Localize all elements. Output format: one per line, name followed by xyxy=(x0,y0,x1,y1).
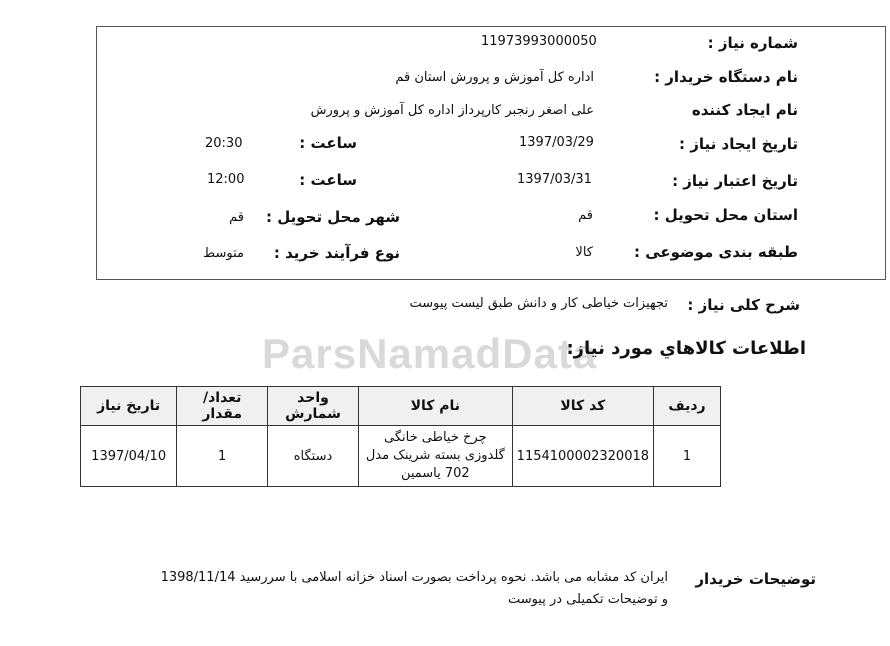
col-header-row-number: ردیف xyxy=(654,387,721,426)
buyer-notes-line2: و توضیحات تکمیلی در پیوست xyxy=(507,592,668,607)
category-value: کالا xyxy=(575,245,593,260)
created-date-value: 1397/03/29 xyxy=(519,135,594,150)
buyer-label: نام دستگاه خریدار : xyxy=(654,68,798,86)
cell-unit: دستگاه xyxy=(268,426,359,487)
table-row xyxy=(81,426,721,487)
creator-value: علی اصغر رنجبر کارپرداز اداره کل آموزش و پرورش xyxy=(310,103,594,118)
goods-table xyxy=(80,386,721,487)
goods-heading: اطلاعات کالاهاي مورد نیاز: xyxy=(566,338,806,359)
col-header-date: تاریخ نیاز xyxy=(81,387,177,426)
col-header-code: کد کالا xyxy=(512,387,653,426)
col-header-unit: واحد شمارش xyxy=(268,387,359,426)
valid-date-label: تاریخ اعتبار نیاز : xyxy=(672,172,798,190)
need-number-label: شماره نیاز : xyxy=(707,34,798,52)
buyer-value: اداره کل آموزش و پرورش استان قم xyxy=(395,70,594,85)
province-value: قم xyxy=(578,208,593,223)
watermark: ParsNamadData xyxy=(262,330,598,377)
col-header-quantity: تعداد/ مقدار xyxy=(177,387,268,426)
cell-quantity: 1 xyxy=(177,426,268,487)
col-header-name: نام کالا xyxy=(358,387,512,426)
summary-label: شرح کلی نیاز : xyxy=(687,296,800,314)
province-label: استان محل تحویل : xyxy=(653,206,798,224)
cell-date: 1397/04/10 xyxy=(81,426,177,487)
valid-date-value: 1397/03/31 xyxy=(517,172,592,187)
city-label: شهر محل تحویل : xyxy=(265,208,400,226)
creator-label: نام ایجاد کننده xyxy=(691,101,798,119)
cell-name: چرخ خیاطی خانگی گلدوزی بسته شرینک مدل 702 یاسمین xyxy=(358,426,512,487)
city-value: قم xyxy=(229,210,244,225)
created-time-value: 20:30 xyxy=(205,136,243,151)
need-number-value: 11973993000050 xyxy=(481,34,597,49)
buyer-notes-label: توضیحات خریدار xyxy=(695,570,816,588)
buyer-notes-line1: ایران کد مشابه می باشد. نحوه پرداخت بصورت اسناد خزانه اسلامی با سررسید 1398/11/14 xyxy=(160,570,668,585)
process-value: متوسط xyxy=(203,246,244,261)
category-label: طبقه بندی موضوعی : xyxy=(634,243,798,261)
created-time-label: ساعت : xyxy=(299,134,357,152)
created-date-label: تاریخ ایجاد نیاز : xyxy=(679,135,798,153)
need-info-box xyxy=(96,26,886,280)
summary-value: تجهیزات خیاطی کار و دانش طبق لیست پیوست xyxy=(409,296,668,311)
cell-row-number: 1 xyxy=(654,426,721,487)
process-label: نوع فرآیند خرید : xyxy=(273,244,400,262)
cell-code: 1154100002320018 xyxy=(512,426,653,487)
table-header-row xyxy=(81,387,721,426)
valid-time-value: 12:00 xyxy=(207,172,245,187)
valid-time-label: ساعت : xyxy=(299,171,357,189)
